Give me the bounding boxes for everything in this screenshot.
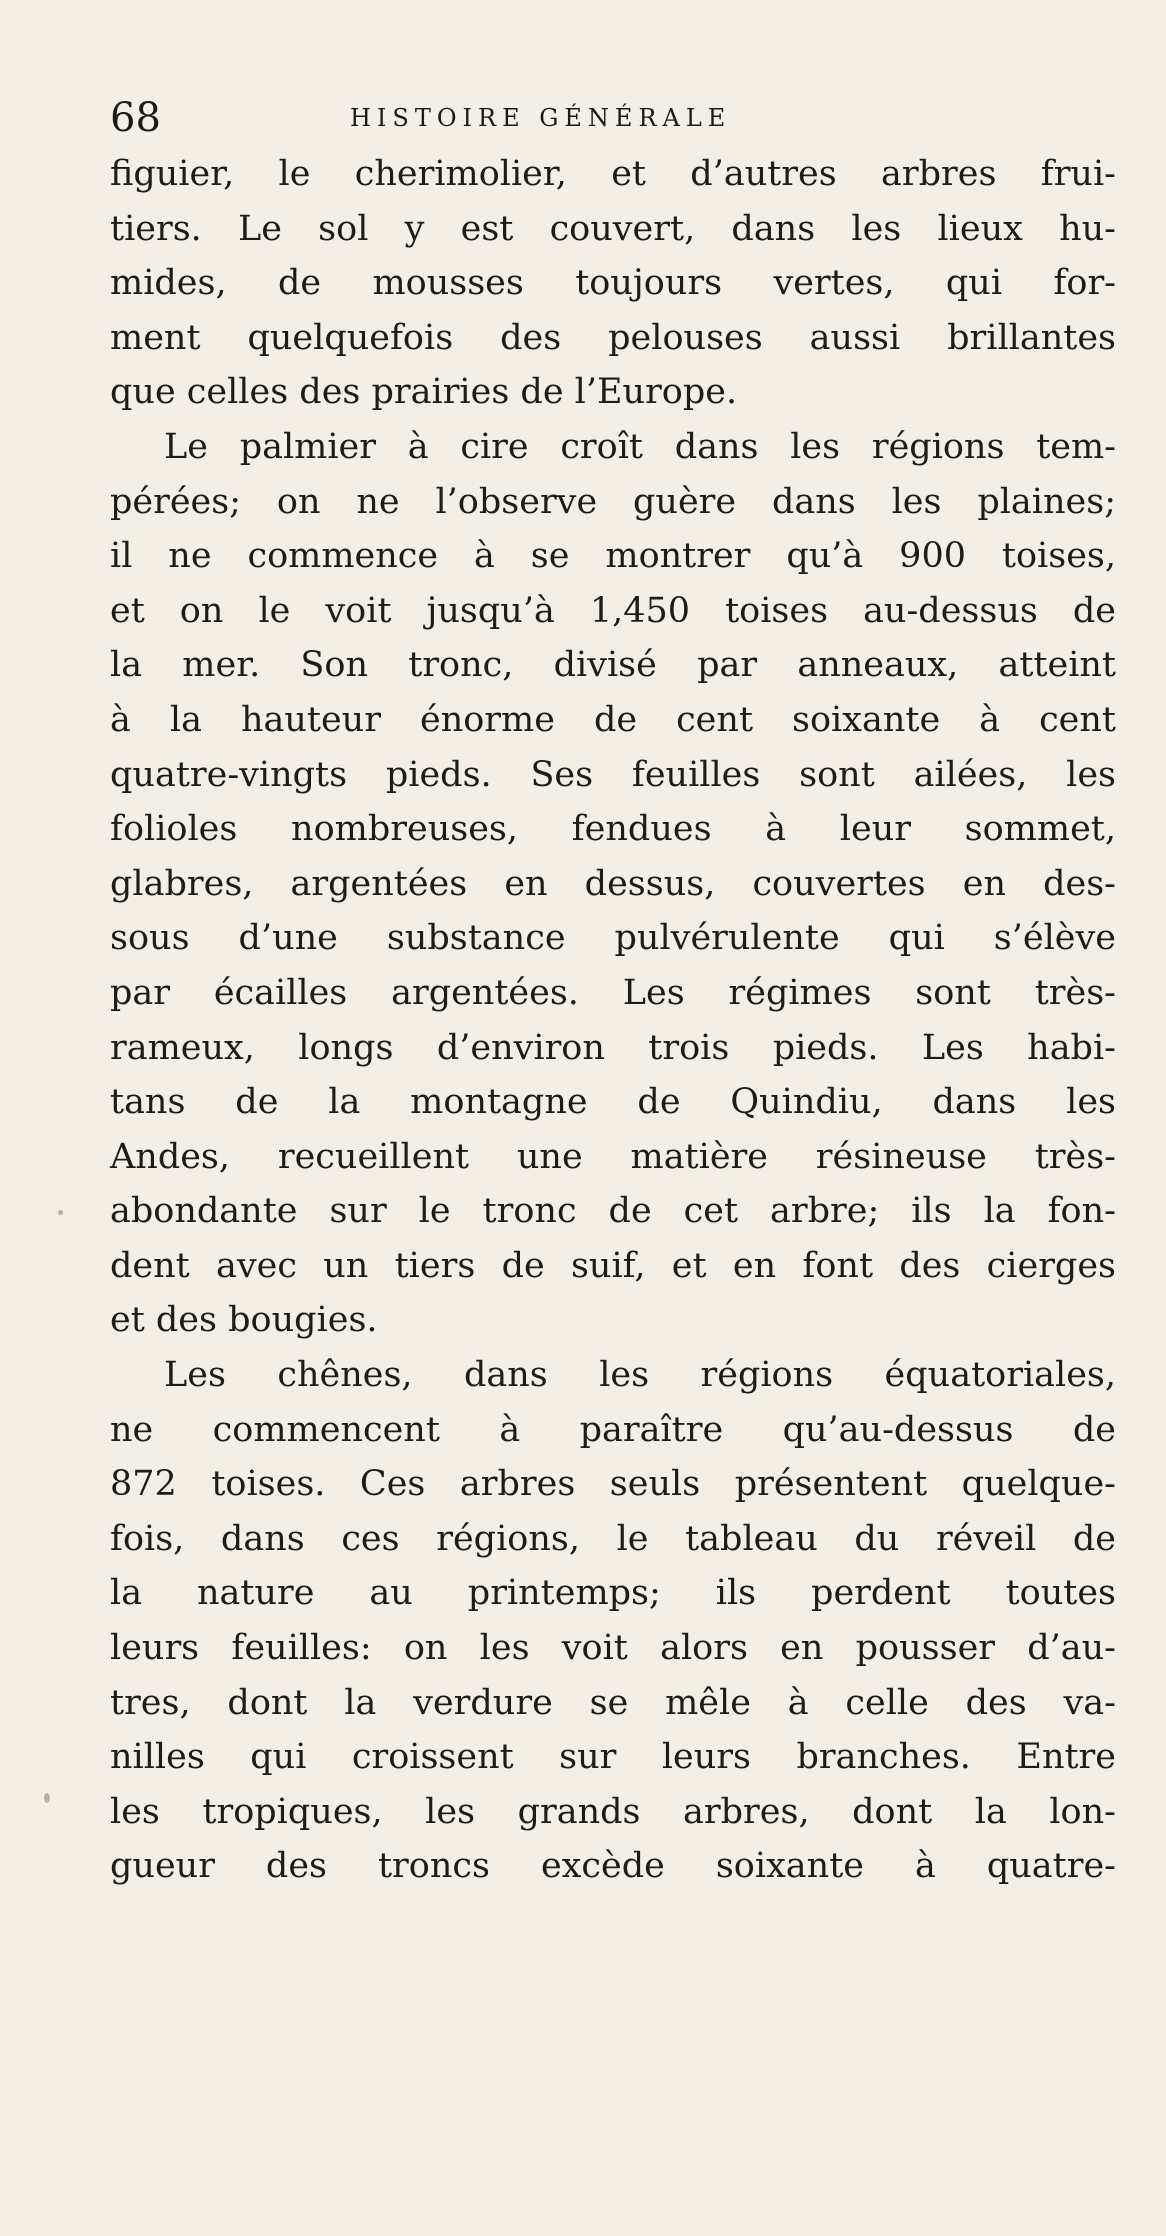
text-line: Andes, recueillent une matière résineuse très- xyxy=(110,1136,1116,1177)
paragraph-first-line: Le palmier à cire croît dans les régions tem- xyxy=(164,426,1116,467)
text-line: figuier, le cherimolier, et d’autres arbres frui- xyxy=(110,154,1116,194)
text-line: par écailles argentées. Les régimes sont très- xyxy=(110,972,1116,1013)
text-line: ment quelquefois des pelouses aussi brillantes xyxy=(110,317,1116,358)
text-line: folioles nombreuses, fendues à leur sommet, xyxy=(110,809,1116,850)
text-line: les tropiques, les grands arbres, dont la lon- xyxy=(110,1791,1116,1832)
text-line: fois, dans ces régions, le tableau du réveil de xyxy=(110,1518,1116,1559)
text-line: tiers. Le sol y est couvert, dans les lieux hu- xyxy=(110,208,1116,249)
text-line: la nature au printemps; ils perdent toutes xyxy=(110,1573,1116,1614)
text-line: à la hauteur énorme de cent soixante à cent xyxy=(110,699,1116,740)
text-line: abondante sur le tronc de cet arbre; ils la fon- xyxy=(110,1191,1116,1232)
text-line: tans de la montagne de Quindiu, dans les xyxy=(110,1082,1116,1123)
ink-speck xyxy=(58,1210,63,1215)
text-line: et des bougies. xyxy=(110,1300,378,1341)
text-line: quatre-vingts pieds. Ses feuilles sont ailées, les xyxy=(110,754,1116,795)
paragraph-first-line: Les chênes, dans les régions équatoriales, xyxy=(164,1355,1116,1396)
body-text xyxy=(110,147,1116,1894)
running-title: HISTOIRE GÉNÉRALE xyxy=(350,104,732,132)
text-line: que celles des prairies de l’Europe. xyxy=(110,372,738,413)
ink-speck xyxy=(44,1793,50,1803)
text-line: tres, dont la verdure se mêle à celle des va- xyxy=(110,1682,1116,1723)
text-line: gueur des troncs excède soixante à quatre- xyxy=(110,1846,1116,1887)
page-header xyxy=(110,90,1110,146)
text-line: 872 toises. Ces arbres seuls présentent quelque- xyxy=(110,1464,1116,1505)
text-line: et on le voit jusqu’à 1,450 toises au-dessus de xyxy=(110,590,1116,631)
text-line: glabres, argentées en dessus, couvertes en des- xyxy=(110,863,1116,904)
text-line: leurs feuilles: on les voit alors en pousser d’au- xyxy=(110,1628,1116,1669)
text-line: la mer. Son tronc, divisé par anneaux, atteint xyxy=(110,645,1116,686)
text-line: pérées; on ne l’observe guère dans les plaines; xyxy=(110,481,1116,522)
text-line: il ne commence à se montrer qu’à 900 toises, xyxy=(110,536,1116,577)
text-line: rameux, longs d’environ trois pieds. Les habi- xyxy=(110,1027,1116,1068)
text-line: nilles qui croissent sur leurs branches. Entre xyxy=(110,1737,1116,1778)
text-line: sous d’une substance pulvérulente qui s’élève xyxy=(110,918,1116,959)
text-line: ne commencent à paraître qu’au-dessus de xyxy=(110,1409,1116,1450)
page-number: 68 xyxy=(110,95,161,141)
text-line: mides, de mousses toujours vertes, qui for- xyxy=(110,263,1116,304)
text-line: dent avec un tiers de suif, et en font des cierges xyxy=(110,1245,1116,1286)
